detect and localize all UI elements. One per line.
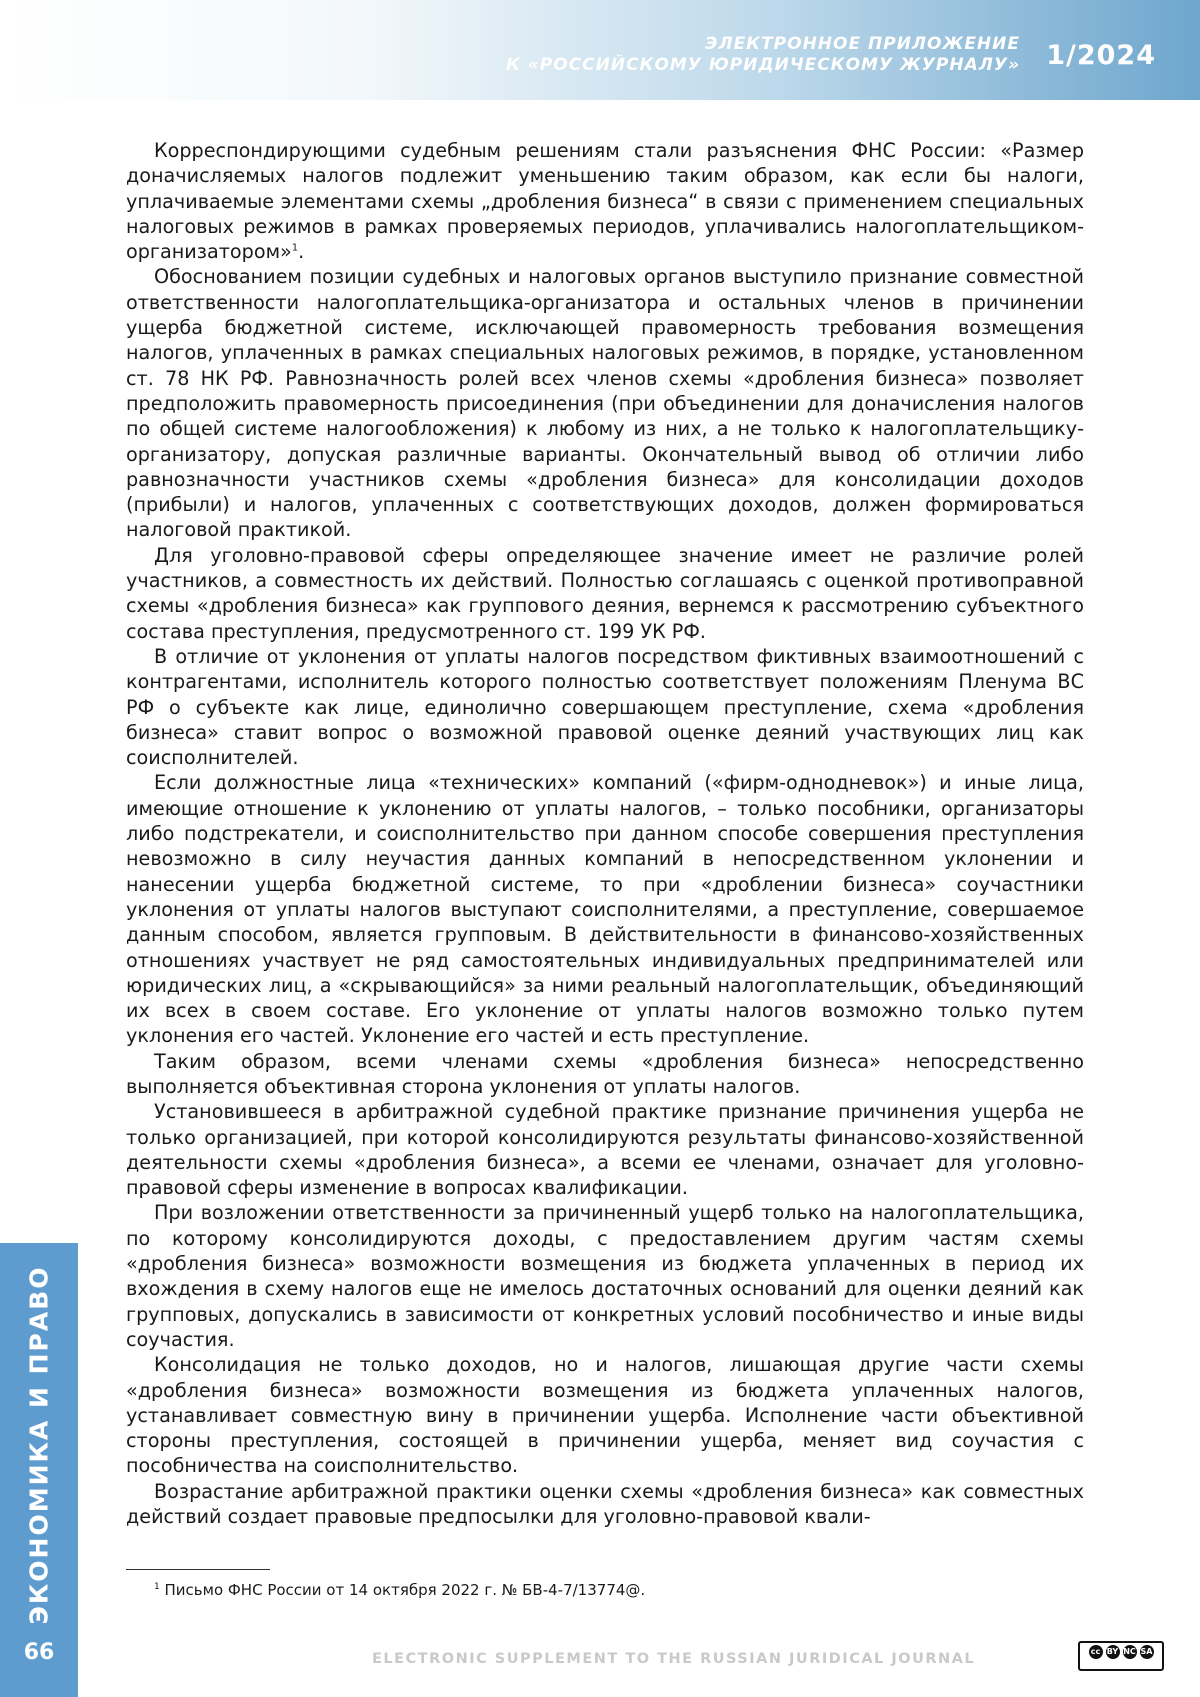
paragraph-1-text: Корреспондирующими судебным решениям стали разъяснения ФНС России: «Размер доначисляемых налогов подлежит уменьшению таким образом, как если бы налоги, уплачиваемые элементами схемы „дробления бизнеса“ в связи с применением специальных налоговых режимов в рамках проверяемых периодов, уплачивались налогоплательщиком-организатором» <box>126 139 1084 264</box>
issue-number: 1/2024 <box>1046 40 1156 71</box>
paragraph-3: Для уголовно-правовой сферы определяющее значение имеет не различие ролей участников, а совместность их действий. Полностью соглашаясь с оценкой противоправной схемы «дробления бизнеса» как группового деяния, вернемся к рассмотрению субъектного состава преступления, предусмотренного ст. 199 УК РФ. <box>126 543 1084 643</box>
journal-header-title <box>400 34 1020 76</box>
paragraph-4: В отличие от уклонения от уплаты налогов посредством фиктивных взаимоотношений с контрагентами, исполнитель которого полностью соответствует положениям Пленума ВС РФ о субъекте как лице, единолично совершающем преступление, схема «дробления бизнеса» ставит вопрос о возможной правовой оценке деяний участвующих лиц как соисполнителей. <box>126 644 1084 770</box>
paragraph-8: При возложении ответственности за причиненный ущерб только на налогоплательщика, по которому консолидируются доходы, с предоставлением другим частям схемы «дробления бизнеса» возможности возмещения из бюджета уплаченных в период их вхождения в схему налогов еще не имелось достаточных оснований для оценки деяний как групповых, допускались в зависимости от конкретных условий пособничество и иные виды соучастия. <box>126 1201 1084 1351</box>
paragraph-1-end: . <box>298 240 305 264</box>
paragraph-9: Консолидация не только доходов, но и налогов, лишающая другие части схемы «дробления бизнеса» возможности возмещения из бюджета уплаченных налогов, устанавливает совместную вину в причинении ущерба. Исполнение части объективной стороны преступления, состоящей в причинении ущерба, меняет вид соучастия с пособничества на соисполнительство. <box>126 1353 1084 1478</box>
paragraph-5: Если должностные лица «технических» компаний («фирм-однодневок») и иные лица, имеющие отношение к уклонению от уплаты налогов, – только пособники, организаторы либо подстрекатели, и соисполнительство при данном способе совершения преступления невозможно в силу неучастия данных компаний в непосредственном уклонении и нанесении ущерба бюджетной системе, то при «дроблении бизнеса» соучастники уклонения от уплаты налогов выступают соисполнителями, а преступление, совершаемое данным способом, является групповым. В действительности в финансово-хозяйственных отношениях участвует не ряд самостоятельных индивидуальных предпринимателей или юридических лиц, а «скрывающийся» за ними реальный налогоплательщик, объединяющий их всех в своем составе. Его уклонение от уплаты налогов возможно только путем уклонения его частей. Уклонение его частей и есть преступление. <box>126 771 1084 1048</box>
footnote-text: Письмо ФНС России от 14 октября 2022 г. № БВ-4-7/13774@. <box>164 1581 646 1599</box>
cc-icon: cc <box>1089 1645 1103 1659</box>
nc-icon: NC <box>1123 1645 1137 1659</box>
by-icon: BY <box>1106 1645 1120 1659</box>
journal-title-line1: ЭЛЕКТРОННОЕ ПРИЛОЖЕНИЕ <box>704 34 1020 54</box>
paragraph-10: Возрастание арбитражной практики оценки схемы «дробления бизнеса» как совместных действий создает правовые предпосылки для уголовно-правовой квали- <box>126 1479 1084 1529</box>
cc-by-nc-sa-icon[interactable] <box>1078 1641 1164 1671</box>
footer-journal-name: ELECTRONIC SUPPLEMENT TO THE RUSSIAN JURIDICAL JOURNAL <box>372 1651 976 1667</box>
page-number: 66 <box>23 1640 55 1665</box>
section-label-container <box>0 1265 78 1625</box>
footnote-divider <box>126 1569 270 1570</box>
paragraph-2: Обоснованием позиции судебных и налоговых органов выступило признание совместной ответственности налогоплательщика-организатора и остальных членов в причинении ущерба бюджетной системе, исключающей правомерность требования возмещения налогов, уплаченных в рамках специальных налоговых режимов, в порядке, установленном ст. 78 НК РФ. Равнозначность ролей всех членов схемы «дробления бизнеса» позволяет предположить правомерность присоединения (при объединении для доначисления налогов по общей системе налогообложения) к любому из них, а не только к налогоплательщику-организатору, допуская различные варианты. Окончательный вывод об отличии либо равнозначности участников схемы «дробления бизнеса» для консолидации доходов (прибыли) и налогов, уплаченных с соответствующих доходов, должен формироваться налоговой практикой. <box>126 265 1084 542</box>
paragraph-6: Таким образом, всеми членами схемы «дробления бизнеса» непосредственно выполняется объективная сторона уклонения от уплаты налогов. <box>126 1049 1084 1098</box>
section-label: ЭКОНОМИКА И ПРАВО <box>24 1265 54 1625</box>
footnote-marker: 1 <box>154 1582 160 1592</box>
article-body <box>126 138 1084 1529</box>
paragraph-1 <box>126 138 1084 264</box>
journal-title-line2: К «РОССИЙСКОМУ ЮРИДИЧЕСКОМУ ЖУРНАЛУ» <box>505 55 1020 75</box>
footnote <box>154 1577 1054 1600</box>
footnote-reference[interactable]: 1 <box>291 242 299 254</box>
sa-icon: SA <box>1140 1645 1154 1659</box>
paragraph-7: Установившееся в арбитражной судебной практике признание причинения ущерба не только организацией, при которой консолидируются результаты финансово-хозяйственной деятельности схемы «дробления бизнеса», а всеми ее членами, означает для уголовно-правовой сферы изменение в вопросах квалификации. <box>126 1100 1084 1200</box>
